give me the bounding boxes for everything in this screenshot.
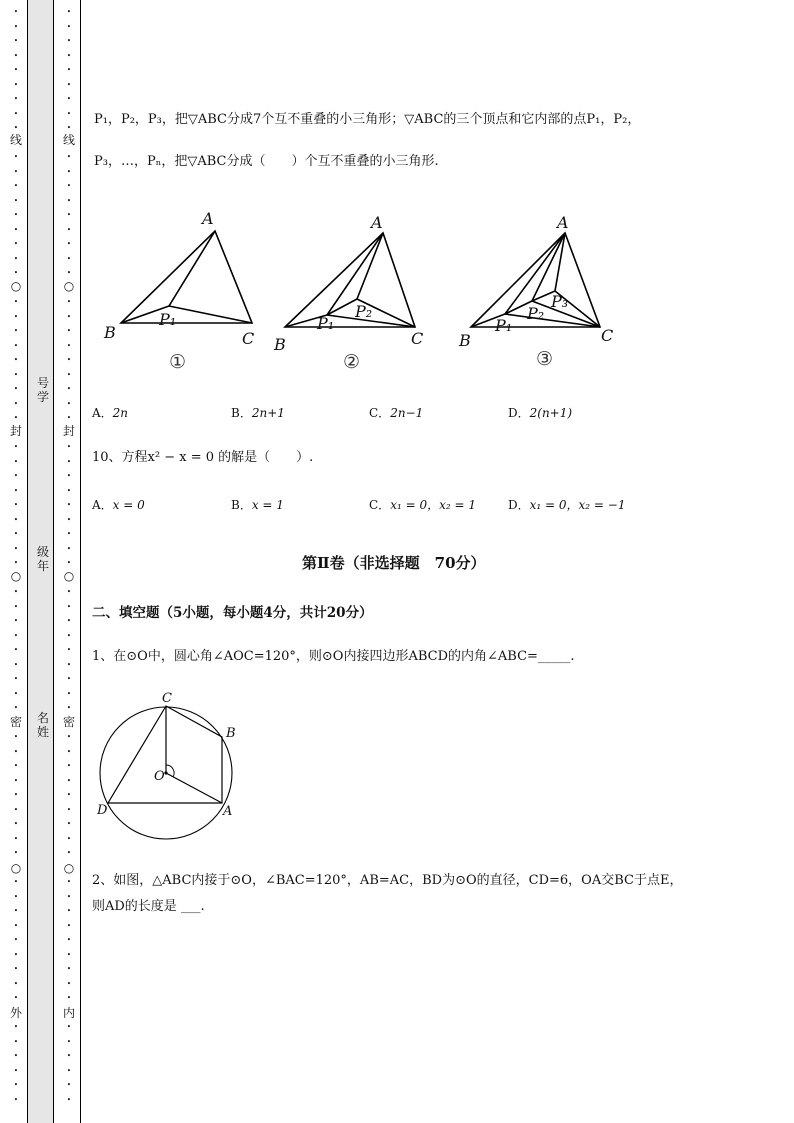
right-binding-label-3: 密 — [63, 715, 76, 729]
binding-dot: • — [13, 226, 19, 234]
fig3-number: ③ — [536, 348, 554, 370]
binding-dot: • — [13, 1067, 19, 1075]
binding-dot: • — [13, 965, 19, 973]
binding-dot: • — [66, 298, 72, 306]
right-binding-circle-2: ○ — [63, 569, 75, 583]
q10-stem: 10、方程x² − x = 0 的解是（ ）. — [92, 450, 314, 465]
binding-dot: • — [66, 603, 72, 611]
left-binding-circle-1: ○ — [10, 279, 22, 293]
field-label-grade: 级 年 — [36, 545, 49, 573]
binding-dot: • — [66, 1023, 72, 1031]
binding-dot: • — [13, 762, 19, 770]
fig3-label-P2: P₂ — [527, 304, 545, 323]
binding-dot: • — [66, 965, 72, 973]
binding-dot: • — [13, 1023, 19, 1031]
binding-dot: • — [66, 313, 72, 321]
binding-dot: • — [66, 849, 72, 857]
binding-line — [80, 0, 81, 1123]
fill2-stem-line1: 2、如图，△ABC内接于⊙O，∠BAC=120°，AB=AC，BD为⊙O的直径，CD=6，OA交BC于点E， — [92, 873, 683, 888]
binding-dot: • — [13, 472, 19, 480]
binding-dot: • — [66, 385, 72, 393]
binding-dot: • — [13, 1038, 19, 1046]
fill1-label-O: O — [154, 769, 165, 784]
binding-dot: • — [13, 878, 19, 886]
binding-dot: • — [66, 922, 72, 930]
binding-dot: • — [13, 23, 19, 31]
fig3-label-A: A — [557, 213, 569, 232]
binding-dot: • — [66, 545, 72, 553]
binding-dot: • — [13, 748, 19, 756]
binding-dot: • — [13, 516, 19, 524]
fig2-label-A: A — [371, 213, 383, 232]
binding-dot: • — [13, 646, 19, 654]
fig2-label-B: B — [274, 335, 286, 354]
binding-dot: • — [66, 588, 72, 596]
binding-dot: • — [13, 922, 19, 930]
binding-dot: • — [66, 501, 72, 509]
binding-dot: • — [66, 414, 72, 422]
binding-dot: • — [13, 110, 19, 118]
binding-dot: • — [13, 733, 19, 741]
binding-dot: • — [13, 414, 19, 422]
binding-dot: • — [13, 52, 19, 60]
binding-dot: • — [66, 487, 72, 495]
binding-dot: • — [66, 124, 72, 132]
binding-dot: • — [66, 81, 72, 89]
binding-dot: • — [66, 530, 72, 538]
binding-dot: • — [66, 182, 72, 190]
fig1-label-C: C — [242, 329, 255, 348]
binding-dot: • — [66, 777, 72, 785]
binding-dot: • — [13, 661, 19, 669]
left-binding-circle-3: ○ — [10, 861, 22, 875]
binding-dot: • — [13, 994, 19, 1002]
binding-dot: • — [66, 1052, 72, 1060]
q10-option-d: D．x₁ = 0，x₂ = −1 — [508, 498, 626, 512]
binding-dot: • — [66, 95, 72, 103]
fig3-label-P3: P₃ — [551, 292, 569, 311]
binding-dot: • — [66, 342, 72, 350]
binding-dot: • — [66, 835, 72, 843]
binding-dot: • — [66, 400, 72, 408]
binding-dot: • — [66, 893, 72, 901]
binding-dot: • — [13, 704, 19, 712]
binding-dot: • — [13, 893, 19, 901]
binding-dot: • — [13, 501, 19, 509]
binding-dot: • — [66, 110, 72, 118]
part2-title: 第Ⅱ卷（非选择题 70分） — [302, 554, 486, 572]
binding-dot: • — [13, 124, 19, 132]
binding-dot: • — [13, 385, 19, 393]
fig3-label-P1: P₁ — [495, 316, 513, 335]
binding-dot: • — [66, 704, 72, 712]
binding-dot: • — [13, 327, 19, 335]
binding-dot: • — [66, 994, 72, 1002]
binding-dot: • — [13, 298, 19, 306]
binding-dot: • — [66, 878, 72, 886]
binding-dot: • — [66, 1038, 72, 1046]
binding-dot: • — [13, 371, 19, 379]
q9-option-b: B．2n+1 — [231, 406, 285, 420]
binding-dot: • — [13, 8, 19, 16]
binding-dot: • — [66, 153, 72, 161]
binding-dot: • — [66, 269, 72, 277]
binding-dot: • — [13, 197, 19, 205]
fig2-label-P2: P₂ — [355, 302, 373, 321]
field-label-name: 名 姓 — [36, 711, 49, 739]
fig1-label-P1: P₁ — [159, 310, 177, 329]
binding-dot: • — [66, 8, 72, 16]
binding-dot: • — [13, 95, 19, 103]
binding-dot: • — [66, 980, 72, 988]
binding-dot: • — [66, 371, 72, 379]
binding-dot: • — [13, 487, 19, 495]
binding-dot: • — [66, 748, 72, 756]
binding-dot: • — [66, 240, 72, 248]
binding-dot: • — [66, 791, 72, 799]
binding-dot: • — [66, 632, 72, 640]
binding-dot: • — [13, 690, 19, 698]
binding-dot: • — [13, 211, 19, 219]
binding-dot: • — [66, 255, 72, 263]
binding-dot: • — [13, 820, 19, 828]
binding-dot: • — [13, 443, 19, 451]
binding-dot: • — [66, 211, 72, 219]
q9-option-a: A．2n — [92, 406, 129, 420]
fig2-label-P1: P₁ — [317, 314, 335, 333]
field-label-exam-no: 号 学 — [36, 376, 49, 404]
q10-option-b: B．x = 1 — [231, 498, 284, 512]
q9-figures — [95, 205, 635, 375]
binding-dot: • — [13, 777, 19, 785]
binding-dot: • — [66, 733, 72, 741]
binding-dot: • — [66, 820, 72, 828]
binding-dot: • — [13, 458, 19, 466]
q10-option-c: C．x₁ = 0，x₂ = 1 — [369, 498, 476, 512]
binding-dot: • — [13, 269, 19, 277]
binding-dot: • — [13, 632, 19, 640]
binding-dot: • — [66, 907, 72, 915]
binding-dot: • — [66, 806, 72, 814]
right-binding-label-1: 线 — [63, 133, 76, 147]
binding-dot: • — [66, 675, 72, 683]
right-binding-circle-3: ○ — [63, 861, 75, 875]
binding-dot: • — [13, 849, 19, 857]
binding-dot: • — [13, 1096, 19, 1104]
fill1-label-B: B — [226, 726, 236, 741]
figure-2 — [285, 233, 415, 327]
fill1-label-D: D — [97, 803, 108, 818]
binding-dot: • — [13, 936, 19, 944]
binding-dot: • — [13, 240, 19, 248]
q9-option-d: D．2(n+1) — [508, 406, 573, 420]
fig2-label-C: C — [411, 329, 424, 348]
right-binding-label-2: 封 — [63, 424, 76, 438]
binding-dot: • — [66, 559, 72, 567]
binding-dot: • — [13, 617, 19, 625]
left-dot-column — [10, 0, 22, 1123]
q9-stem-line1: P₁，P₂，P₃，把▽ABC分成7个互不重叠的小三角形；▽ABC的三个顶点和它内部的点P₁，P₂， — [94, 112, 641, 127]
binding-dot: • — [13, 1081, 19, 1089]
binding-dot: • — [66, 951, 72, 959]
binding-dot: • — [13, 66, 19, 74]
left-binding-label-3: 密 — [10, 715, 23, 729]
binding-dot: • — [13, 588, 19, 596]
binding-dot: • — [13, 356, 19, 364]
binding-dot: • — [66, 37, 72, 45]
binding-dot: • — [66, 1067, 72, 1075]
binding-dot: • — [66, 762, 72, 770]
binding-dot: • — [13, 400, 19, 408]
binding-dot: • — [66, 661, 72, 669]
binding-dot: • — [13, 835, 19, 843]
binding-dot: • — [13, 255, 19, 263]
binding-dot: • — [66, 197, 72, 205]
fill1-stem: 1、在⊙O中，圆心角∠AOC=120°，则⊙O内接四边形ABCD的内角∠ABC=_____. — [92, 649, 575, 664]
binding-dot: • — [13, 675, 19, 683]
binding-dot: • — [13, 81, 19, 89]
binding-dot: • — [66, 327, 72, 335]
fill1-circle-figure — [92, 688, 252, 848]
binding-dot: • — [66, 690, 72, 698]
binding-dot: • — [13, 37, 19, 45]
fig1-label-A: A — [202, 209, 214, 228]
binding-dot: • — [13, 806, 19, 814]
binding-dot: • — [66, 443, 72, 451]
binding-dot: • — [66, 617, 72, 625]
binding-dot: • — [13, 545, 19, 553]
fill2-stem-line2: 则AD的长度是 ___. — [92, 899, 205, 914]
binding-dot: • — [66, 936, 72, 944]
binding-dot: • — [66, 516, 72, 524]
binding-dot: • — [66, 1081, 72, 1089]
left-binding-circle-2: ○ — [10, 569, 22, 583]
binding-dot: • — [66, 458, 72, 466]
binding-dot: • — [13, 342, 19, 350]
binding-dot: • — [13, 907, 19, 915]
left-binding-label-2: 封 — [10, 424, 23, 438]
binding-dot: • — [66, 356, 72, 364]
binding-dot: • — [13, 951, 19, 959]
binding-dot: • — [13, 1052, 19, 1060]
binding-dot: • — [13, 530, 19, 538]
section2-title: 二、填空题（5小题，每小题4分，共计20分） — [92, 605, 373, 621]
fig3-label-B: B — [459, 331, 471, 350]
fig3-label-C: C — [601, 326, 614, 345]
binding-dot: • — [66, 52, 72, 60]
binding-dot: • — [13, 168, 19, 176]
binding-dot: • — [66, 1096, 72, 1104]
binding-dot: • — [13, 182, 19, 190]
right-binding-circle-1: ○ — [63, 279, 75, 293]
q9-stem-line2: P₃，…，Pₙ，把▽ABC分成（ ）个互不重叠的小三角形. — [94, 154, 439, 169]
binding-dot: • — [66, 168, 72, 176]
left-binding-label-4: 外 — [10, 1006, 23, 1020]
binding-dot: • — [66, 66, 72, 74]
binding-dot: • — [66, 226, 72, 234]
left-binding-label-1: 线 — [10, 133, 23, 147]
fig1-label-B: B — [104, 323, 116, 342]
binding-dot: • — [13, 791, 19, 799]
fill1-label-C: C — [162, 691, 172, 706]
fill1-label-A: A — [223, 804, 233, 819]
binding-dot: • — [66, 646, 72, 654]
fig2-number: ② — [343, 351, 361, 373]
binding-dot: • — [13, 153, 19, 161]
figure-1 — [121, 231, 252, 323]
binding-dot: • — [13, 559, 19, 567]
binding-dot: • — [13, 313, 19, 321]
right-binding-label-4: 内 — [63, 1006, 76, 1020]
right-dot-column — [63, 0, 75, 1123]
binding-dot: • — [13, 603, 19, 611]
binding-dot: • — [66, 472, 72, 480]
binding-dot: • — [13, 980, 19, 988]
binding-dot: • — [66, 23, 72, 31]
q9-option-c: C．2n−1 — [369, 406, 424, 420]
fig1-number: ① — [169, 351, 187, 373]
q10-option-a: A．x = 0 — [92, 498, 145, 512]
